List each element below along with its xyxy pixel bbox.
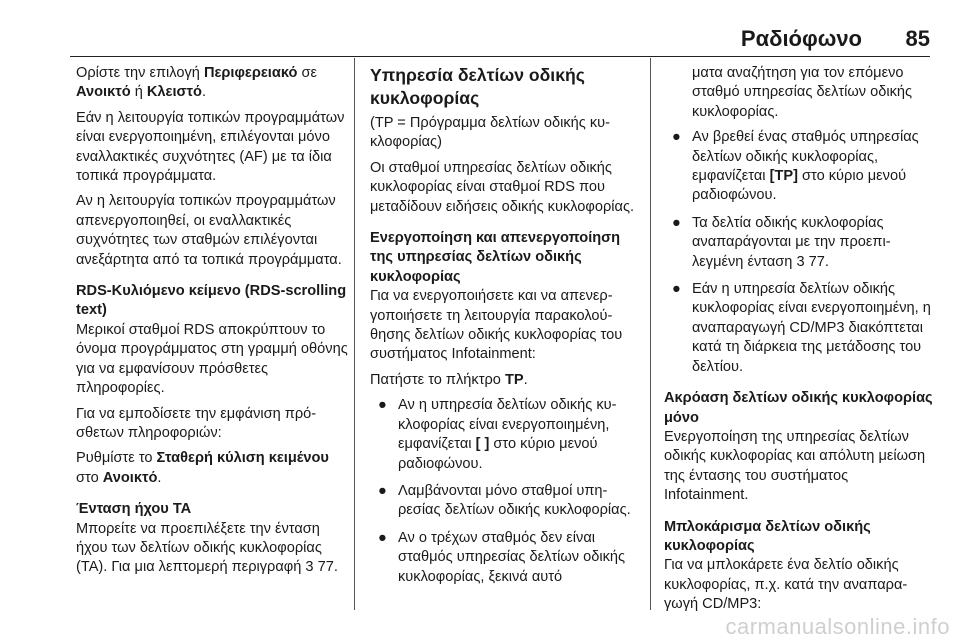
list-item: ● Εάν η υπηρεσία δελτίων οδικής κυκλοφορίας είναι ενεργοποιημένη, η αναπαραγωγή CD/MP3 διακόπτεται κατά τη διάρκεια της μετάδοσης του δελτίου. (672, 281, 931, 375)
paragraph-block-traffic: Για να μπλοκάρετε ένα δελτίο οδικής κυκλοφορίας, π.χ. κατά την αναπαραγωγή CD/MP3: (664, 557, 908, 613)
paragraph-rds-hide: Μερικοί σταθμοί RDS αποκρύπτουν το όνομα προγράμματος στη γραμμή οθόνης για να εμφανίσουν πρόσθετες πληροφορίες. (76, 321, 348, 397)
paragraph-tp-stations: Οι σταθμοί υπηρεσίας δελτίων οδικής κυκλοφορίας είναι σταθμοί RDS που μεταδίδουν ειδήσεις οδικής κυκλοφορίας. (370, 159, 635, 215)
page-header (70, 26, 930, 56)
heading-traffic-service: Υπηρεσία δελτίων οδικής κυκλοφορίας (370, 65, 585, 108)
list-item: ● Αν ο τρέχων σταθμός δεν είναι σταθμός υπηρεσίας δελτίων οδικής κυκλοφορίας, ξεκινά αυτό (378, 529, 626, 585)
heading-ta-volume: Ένταση ήχου TA (76, 501, 192, 518)
watermark: carmanualsonline.info (725, 614, 950, 639)
heading-traffic-only: Ακρόαση δελτίων οδικής κυκλοφορίας μόνο (664, 390, 933, 426)
paragraph-ta-volume: Μπορείτε να προεπιλέξετε την ένταση ήχου των δελτίων οδικής κυκλοφορίας (TA). Για μια λεπτομερή περιγραφή 3 77. (76, 520, 338, 576)
paragraph-traffic-only: Ενεργοποίηση της υπηρεσίας δελτίων οδικής κυκλοφορίας και απόλυτη μείωση της έντασης του συστήματος Infotainment. (664, 428, 926, 504)
column-divider-1 (354, 58, 355, 610)
bullet-icon: ● (672, 214, 681, 231)
paragraph-tp-how: Για να ενεργοποιήσετε και να απενεργοποιήσετε τη λειτουργία παρακολούθησης δελτίων οδικής κυκλοφορίας του συστήματος Infotainment: (370, 288, 623, 363)
list-item: ● Τα δελτία οδικής κυκλοφορίας αναπαράγονται με την προεπιλεγμένη ένταση 3 77. (672, 214, 891, 270)
list-item: ● Αν η υπηρεσία δελτίων οδικής κυκλοφορίας είναι ενεργοποιημένη, εμφανίζεται [ ] στο κύριο μενού ραδιοφώνου. (378, 397, 617, 472)
page-ref-arrow-icon: 3 77. (305, 559, 338, 576)
paragraph-fixed-scroll: Ρυθμίστε το Σταθερή κύλιση κειμένου στο Ανοικτό. (76, 450, 329, 486)
bullet-icon: ● (672, 281, 681, 298)
bullet-icon: ● (378, 397, 387, 414)
bullet-icon: ● (672, 129, 681, 146)
page-title: Ραδιόφωνο (740, 26, 862, 51)
column-2 (370, 64, 640, 595)
paragraph-press-tp: Πατήστε το πλήκτρο TP. (370, 371, 528, 388)
paragraph-regional-on: Εάν η λειτουργία τοπικών προγραμμάτων είναι ενεργοποιημένη, επιλέγονται μόνο εναλλακτικές συχνότητες (AF) με τα ίδια τοπικά προγράμματα. (76, 109, 345, 185)
heading-rds-scrolling: RDS-Κυλιόμενο κείμενο (RDS-scrolling text) (76, 283, 347, 319)
page-number: 85 (905, 26, 930, 51)
heading-tp-toggle: Ενεργοποίηση και απενεργοποίηση της υπηρεσίας δελτίων οδικής κυκλοφορίας (370, 230, 621, 285)
paragraph-continued: ματα αναζήτηση για τον επόμενο σταθμό υπηρεσίας δελτίων οδικής κυκλοφορίας. (692, 65, 913, 120)
heading-block-traffic: Μπλοκάρισμα δελτίων οδικής κυκλοφορίας (664, 518, 871, 554)
paragraph-prevent-info: Για να εμποδίσετε την εμφάνιση πρόσθετων πληροφοριών: (76, 405, 317, 441)
tp-bullet-list-cont (664, 128, 934, 377)
bullet-icon: ● (378, 482, 387, 499)
bullet-icon: ● (378, 529, 387, 546)
paragraph-tp-definition: (TP = Πρόγραμμα δελτίων οδικής κυκλοφορίας) (370, 115, 610, 151)
column-1 (76, 64, 348, 584)
list-item: ● Αν βρεθεί ένας σταθμός υπηρεσίας δελτίων οδικής κυκλοφορίας, εμφανίζεται [TP] στο κύριο μενού ραδιοφώνου. (672, 129, 919, 204)
list-item: ● Λαμβάνονται μόνο σταθμοί υπηρεσίας δελτίων οδικής κυκλοφορίας. (378, 482, 631, 519)
column-divider-2 (650, 58, 651, 610)
paragraph-regional-off: Αν η λειτουργία τοπικών προγραμμάτων απενεργοποιηθεί, οι εναλλακτικές συχνότητες των σταθμών επιλέγονται ανεξάρτητα από τα τοπικά προγράμματα. (76, 193, 342, 268)
header-rule (70, 56, 930, 57)
page-ref-arrow-icon: 3 77. (796, 253, 829, 270)
tp-bullet-list (370, 396, 640, 587)
column-3 (664, 64, 934, 621)
paragraph-regional-setting: Ορίστε την επιλογή Περιφερειακό σε Ανοικτό ή Κλειστό. (76, 65, 317, 101)
